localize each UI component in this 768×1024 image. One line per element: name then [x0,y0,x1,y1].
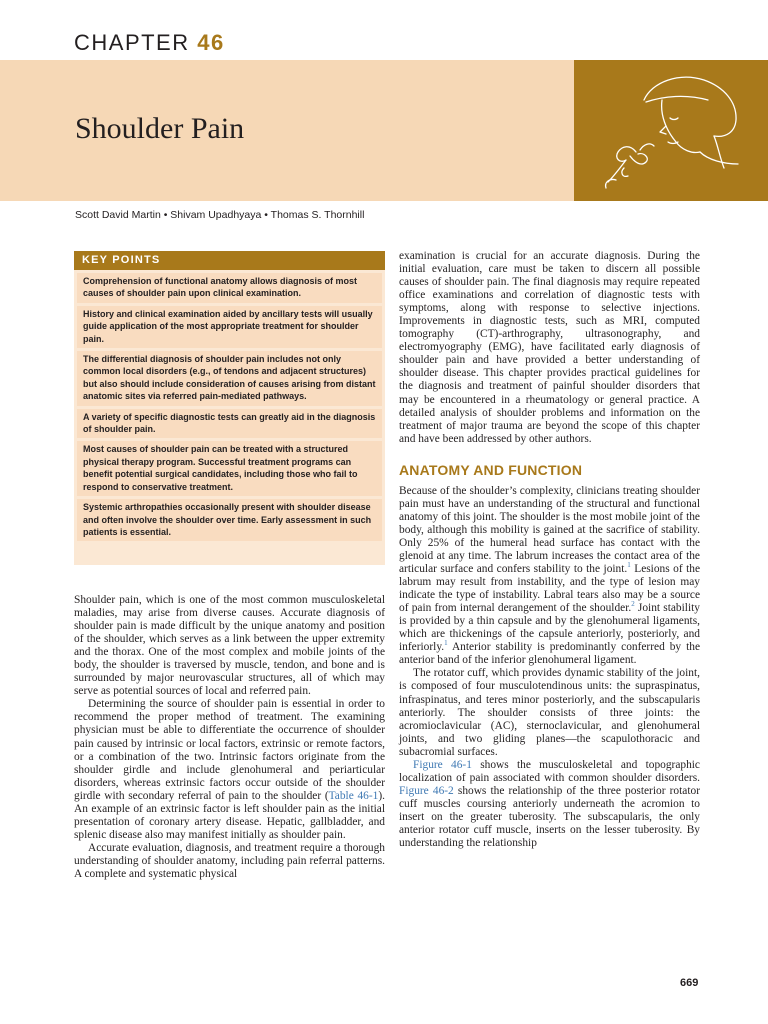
citation-link[interactable]: 1 [444,639,448,648]
key-point-item: Systemic arthropathies occasionally present with shoulder disease and often involve the shoulder over time. Early assessment in such patients is essential. [77,499,382,541]
figure-reference-link[interactable]: Figure 46-1 [413,758,472,771]
body-text: Anterior stability is predominantly conferred by the anterior band of the inferior glenohumeral ligament. [399,641,700,667]
table-reference-link[interactable]: Table 46-1 [328,789,379,802]
key-point-item: History and clinical examination aided by ancillary tests will usually guide application of the most appropriate treatment for shoulder pain. [77,306,382,348]
left-column [74,594,385,881]
author-list: Scott David Martin • Shivam Upadhyaya • Thomas S. Thornhill [75,209,365,221]
body-text: shows the musculoskeletal and topographic localization of pain associated with common shoulder disorders. [399,758,700,784]
body-text: Lesions of the labrum may result from instability, and the type of lesion may indicate the type of instability. Labral tears also may be a source of pain from internal derangement of the shoulder. [399,563,700,615]
chapter-label [74,30,225,56]
title-band [0,60,574,201]
key-points-box [74,251,385,565]
key-points-heading: KEY POINTS [74,251,385,270]
section-heading: ANATOMY AND FUNCTION [399,461,583,478]
chapter-word: CHAPTER [74,30,190,55]
right-column [399,250,700,850]
figure-reference-link[interactable]: Figure 46-2 [399,784,454,797]
body-paragraph [399,759,700,850]
body-text: shows the relationship of the three posterior rotator cuff muscles coursing anteriorly underneath the acromion to insert on the greater tuberosity. The subscapularis, the only anterior rotator cuff muscle, inserts on the lesser tuberosity. By understanding the relationship [399,784,700,850]
body-text: ). An example of an extrinsic factor is left shoulder pain as the initial presentation of coronary artery disease. Hepatic, gallbladder, and splenic disease also may manifest initially as shoulder pain. [74,789,385,841]
key-point-item: Most causes of shoulder pain can be treated with a structured physical therapy program. Successful treatment programs can benefit potential surgical candidates, including those who fail to respond to conservative treatment. [77,441,382,496]
key-point-item: A variety of specific diagnostic tests can greatly aid in the diagnosis of shoulder pain. [77,409,382,439]
chapter-illustration [574,60,768,201]
citation-link[interactable]: 1 [627,561,631,570]
body-paragraph [399,485,700,668]
key-point-item: The differential diagnosis of shoulder pain includes not only common local disorders (e.g., of tendons and adjacent structures) but also should include consideration of causes arising from distant anatomic sites via referred pain-mediated pathways. [77,351,382,406]
key-point-item: Comprehension of functional anatomy allows diagnosis of most causes of shoulder pain upon clinical examination. [77,273,382,303]
page-number: 669 [680,977,699,989]
body-paragraph: Shoulder pain, which is one of the most common musculoskeletal maladies, may arise from diverse causes. Accurate diagnosis of shoulder pain is made difficult by the unique anatomy and position of the shoulder, which serves as a link between the upper extremity and the thorax. One of the most complex and mobile joints of the body, the shoulder is traversed by muscle, tendon, and bone and is surrounded by major neurovascular structures, all of which may serve as potential sources of local and referred pain. [74,594,385,698]
portrait-sketch-icon [574,60,768,201]
body-text: Determining the source of shoulder pain is essential in order to recommend the proper method of treatment. The examining physician must be able to differentiate the occurrence of shoulder pain caused by intrinsic or local factors, extrinsic or remote factors, or a combination of the two. Intrinsic factors originate from the shoulder girdle and include glenohumeral and periarticular disorders, whereas extrinsic factors occur outside of the shoulder girdle with secondary referral of pain to the shoulder ( [74,698,385,802]
chapter-number: 46 [197,30,225,55]
body-paragraph: Accurate evaluation, diagnosis, and treatment require a thorough understanding of shoulder anatomy, including pain referral patterns. A complete and systematic physical [74,841,385,880]
body-paragraph: examination is crucial for an accurate diagnosis. During the initial evaluation, care must be taken to discern all possible causes of shoulder pain. The final diagnosis may require repeated office examinations and correlation of diagnostic tests with symptoms, along with response to selective injections. Improvements in diagnostic tests, such as MRI, computed tomography (CT)-arthrography, ultrasonography, and electromyography (EMG), have facilitated early diagnosis of shoulder pain and have provided a better understanding of shoulder disease. This chapter provides practical guidelines for the diagnosis and treatment of painful shoulder disorders that may be encountered in a rheumatology or general practice. A detailed analysis of shoulder problems and information on the treatment of major trauma are beyond the scope of this chapter and have been addressed by other authors. [399,250,700,445]
citation-link[interactable]: 2 [631,600,635,609]
body-paragraph: The rotator cuff, which provides dynamic stability of the joint, is composed of four musculotendinous units: the supraspinatus, infraspinatus, and teres minor posteriorly, and the subscapularis anteriorly. The shoulder consists of three joints: the acromioclavicular (AC), sternoclavicular, and glenohumeral joints, and two gliding planes—the scapulothoracic and subacromial surfaces. [399,667,700,758]
body-text: Because of the shoulder’s complexity, clinicians treating shoulder pain must have an understanding of the structural and functional anatomy of this joint. The shoulder is the most mobile joint of the body, although this mobility is gained at the sacrifice of stability. Only 25% of the humeral head surface has contact with the glenoid at any time. The labrum increases the contact area of the articular surface and confers stability to the joint. [399,484,700,576]
chapter-title: Shoulder Pain [75,112,245,145]
body-text: Joint stability is provided by a thin capsule and by the glenohumeral ligaments, which are thickenings of the capsule anteriorly, posteriorly, and inferiorly. [399,602,700,654]
body-paragraph [74,698,385,842]
